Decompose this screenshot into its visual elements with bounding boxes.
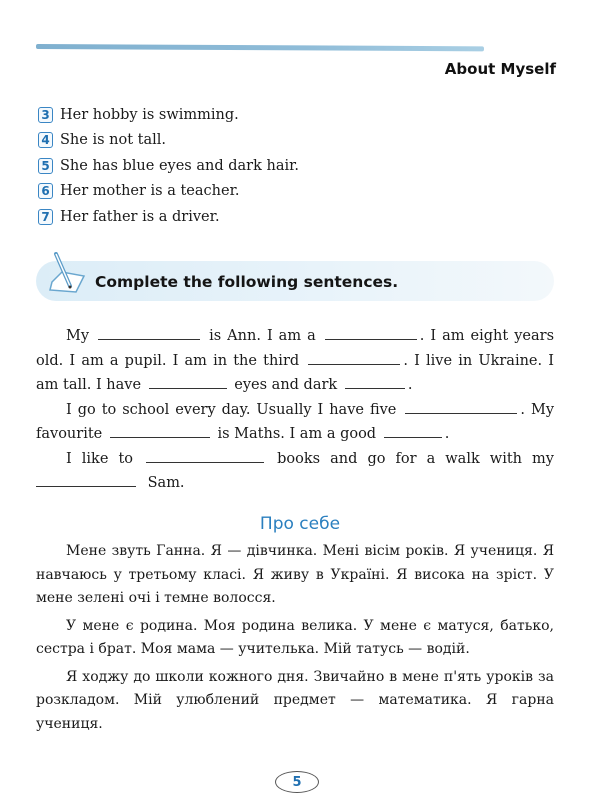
exercise-text: I go to school every day. Usually I have five: [66, 401, 397, 418]
item-number-badge: 4: [38, 132, 53, 148]
ukrainian-text: [36, 540, 554, 736]
exercise-text: I like to: [66, 450, 134, 467]
exercise-paragraph: [36, 447, 554, 496]
exercise-paragraph: [36, 398, 554, 447]
exercise-text: is Maths. I am a good: [217, 426, 377, 442]
exercise-text: is Ann. I am a: [209, 328, 316, 344]
blank-field[interactable]: [36, 472, 136, 487]
exercise-text: Sam.: [147, 475, 185, 491]
pencil-notepad-icon: [46, 252, 88, 298]
list-item-text: She is not tall.: [60, 132, 167, 149]
item-number-badge: 3: [38, 107, 53, 123]
task-title: Complete the following sentences.: [95, 273, 399, 291]
page-number: 5: [275, 771, 319, 793]
blank-field[interactable]: [98, 325, 200, 340]
exercise-text: .: [444, 426, 450, 442]
ukrainian-paragraph: Мене звуть Ганна. Я — дівчинка. Мені вісім років. Я учениця. Я навчаюсь у третьому класі. Я живу в Україні. Я висока на зріст. У мене зелені очі і темне волосся.: [36, 543, 554, 606]
blank-field[interactable]: [308, 350, 400, 365]
list-item: [38, 153, 299, 179]
exercise-text: My: [66, 328, 90, 344]
item-number-badge: 5: [38, 158, 53, 174]
list-item: [38, 204, 299, 230]
list-item-text: Her mother is a teacher.: [60, 183, 240, 200]
list-item-text: Her father is a driver.: [60, 208, 220, 225]
list-item-text: She has blue eyes and dark hair.: [60, 157, 300, 174]
exercise-text: . My favourite: [36, 401, 555, 442]
list-item: [38, 102, 299, 128]
blank-field[interactable]: [405, 399, 517, 414]
fill-in-exercise: [36, 324, 554, 496]
ukrainian-section-title: Про себе: [259, 514, 341, 534]
ukrainian-paragraph: У мене є родина. Моя родина велика. У мене є матуся, батько, сестра і брат. Моя мама — учителька. Мій татусь — водій.: [36, 617, 554, 657]
ukrainian-paragraph: Я ходжу до школи кожного дня. Звичайно в мене п'ять уроків за розкладом. Мій улюблений предмет — математика. Я гарна учениця.: [36, 668, 554, 732]
exercise-text: . I am eight years old. I am a pupil. I am in the third: [36, 328, 555, 369]
exercise-text: eyes and dark: [234, 377, 338, 393]
blank-field[interactable]: [146, 448, 264, 463]
blank-field[interactable]: [345, 374, 405, 389]
exercise-paragraph: [36, 324, 554, 398]
item-number-badge: 7: [38, 209, 53, 225]
list-item: [38, 179, 299, 205]
numbered-list: [38, 102, 299, 230]
exercise-text: books and go for a walk with my: [277, 450, 554, 467]
exercise-text: . I live in Ukraine. I am tall. I have: [36, 352, 555, 393]
section-title: About Myself: [444, 60, 556, 78]
list-item-text: Her hobby is swimming.: [60, 106, 239, 123]
blank-field[interactable]: [384, 423, 442, 438]
header-rule: [36, 44, 484, 51]
list-item: [38, 128, 299, 154]
exercise-text: .: [407, 377, 413, 393]
item-number-badge: 6: [38, 183, 53, 199]
blank-field[interactable]: [325, 325, 417, 340]
blank-field[interactable]: [110, 423, 210, 438]
blank-field[interactable]: [149, 374, 227, 389]
